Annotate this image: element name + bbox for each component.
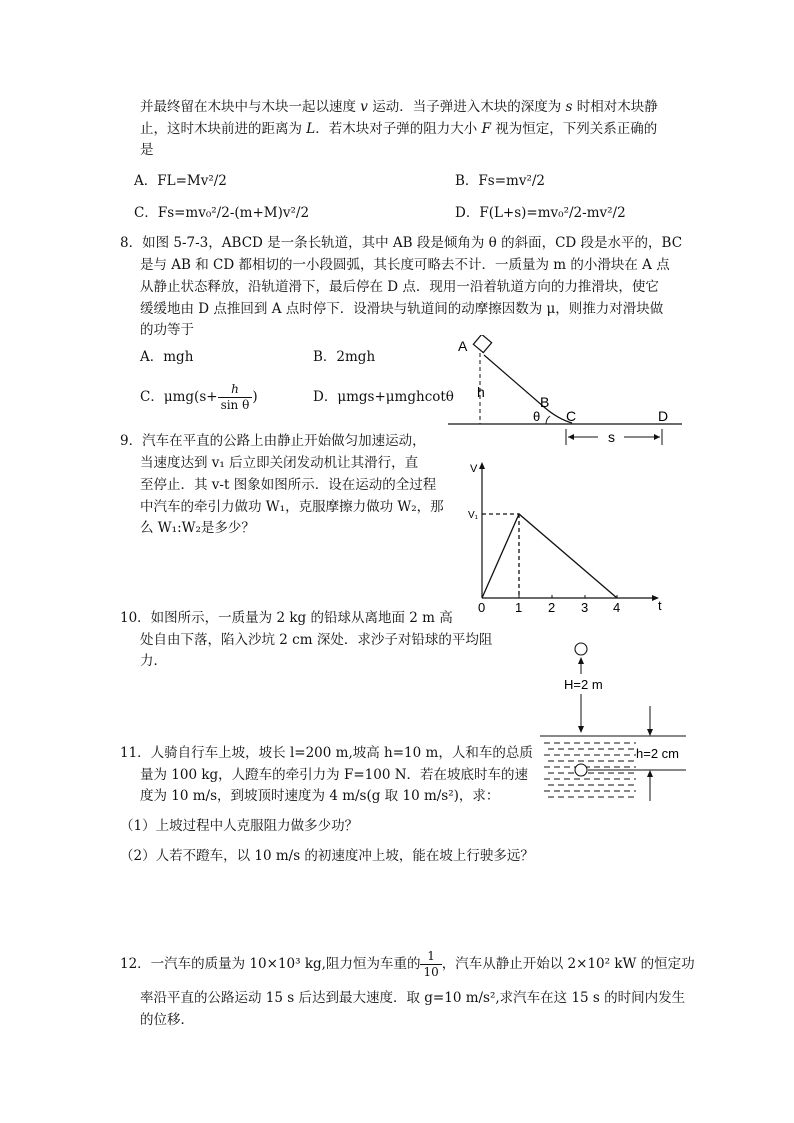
q10-line-3: 力． (140, 653, 167, 669)
q7-line-2: 止，这时木块前进的距离为 L．若木块对子弹的阻力大小 F 视为恒定，下列关系正确的 (140, 121, 658, 137)
h-big-label: H=2 m (564, 677, 603, 692)
q7-line-1: 并最终留在木块中与木块一起以速度 v 运动．当子弹进入木块的深度为 s 时相对木块静 (140, 99, 658, 115)
q7-option-a: A．FL=Mv²/2 (134, 173, 227, 189)
q7-option-b: B．Fs=mv²/2 (455, 173, 546, 189)
q9-line-2: 当速度达到 v₁ 后立即关闭发动机让其滑行，直 (140, 455, 419, 471)
q11-part-2: （2）人若不蹬车，以 10 m/s 的初速度冲上坡，能在坡上行驶多远？ (120, 848, 534, 864)
q8-line-1: 8．如图 5-7-3，ABCD 是一条长轨道，其中 AB 段是倾角为 θ 的斜面，CD 段是水平的，BC (120, 235, 683, 251)
q9-line-3: 至停止．其 v-t 图象如图所示．设在运动的全过程 (140, 477, 437, 493)
q9-line-5: 么 W₁:W₂是多少？ (140, 520, 255, 536)
q9-line-4: 中汽车的牵引力做功 W₁，克服摩擦力做功 W₂，那 (140, 499, 444, 515)
q8-option-c: C．μmg(s+ $\frac{h}{\text{sin θ}}$ ) (140, 382, 258, 412)
label-d: D (658, 408, 669, 424)
label-a: A (458, 338, 468, 354)
tick-2: 2 (548, 600, 556, 615)
q8-line-4: 缓缓地由 D 点推回到 A 点时停下．设滑块与轨道间的动摩擦因数为 μ，则推力对滑块做 (140, 301, 664, 317)
q8-track-figure (448, 335, 688, 447)
q11-line-2: 量为 100 kg，人蹬车的牵引力为 F=100 N．若在坡底时车的速 (140, 767, 529, 783)
q8-option-a: A．mgh (140, 349, 194, 365)
q7-option-d: D．F(L+s)=mv₀²/2-mv²/2 (455, 205, 626, 221)
q7-option-c: C．Fs=mv₀²/2-(m+M)v²/2 (134, 205, 310, 221)
label-b: B (540, 394, 550, 410)
tick-3: 3 (581, 600, 589, 615)
v1-label: V₁ (468, 510, 479, 521)
q8-option-c-fraction: $\frac{h}{\text{sin θ}}$ (218, 382, 253, 413)
q12-line-2: 率沿平直的公路运动 15 s 后达到最大速度．取 g=10 m/s²,求汽车在这 15 s 的时间内发生 (140, 990, 686, 1006)
tick-0: 0 (478, 600, 486, 615)
q7-line-3: 是 (140, 142, 154, 158)
ball-in-sand (575, 764, 587, 776)
vt-line (482, 514, 617, 598)
q12-line-1: 12．一汽车的质量为 10×10³ kg,阻力恒为车重的 $\frac{1}{10}$ ，汽车从静止开始以 2×10² kW 的恒定功 (120, 949, 695, 979)
q8-option-b: B．2mgh (313, 349, 376, 365)
label-s: s (608, 429, 615, 445)
tick-4: 4 (613, 600, 621, 615)
slope-track (484, 355, 572, 423)
q10-line-1: 10．如图所示，一质量为 2 kg 的铅球从离地面 2 m 高 (120, 610, 453, 626)
h-small-label: h=2 cm (636, 746, 679, 761)
q8-line-3: 从静止状态释放，沿轨道滑下，最后停在 D 点．现用一沿着轨道方向的力推滑块，使它 (140, 279, 659, 295)
q10-line-2: 处自由下落，陷入沙坑 2 cm 深处．求沙子对铅球的平均阻 (140, 632, 493, 648)
tick-1: 1 (515, 600, 523, 615)
v-label: V (470, 463, 478, 475)
theta-arc (546, 416, 550, 424)
q12-line-3: 的位移． (140, 1012, 194, 1028)
q11-line-1: 11．人骑自行车上坡，坡长 l=200 m,坡高 h=10 m，人和车的总质 (120, 745, 533, 761)
t-label: t (658, 598, 662, 613)
q10-sand-pit-figure (536, 636, 696, 806)
label-c: C (566, 408, 577, 424)
label-h: h (477, 384, 485, 400)
q9-vt-graph (462, 458, 672, 618)
slider-block (473, 335, 491, 353)
q11-line-3: 度为 10 m/s，到坡顶时速度为 4 m/s(g 取 10 m/s²)，求： (140, 788, 500, 804)
q11-part-1: （1）上坡过程中人克服阻力做多少功？ (120, 818, 359, 834)
q9-line-1: 9．汽车在平直的公路上由静止开始做匀加速运动， (120, 433, 426, 449)
ball-top (575, 643, 587, 655)
q8-line-2: 是与 AB 和 CD 都相切的一小段圆弧，其长度可略去不计．一质量为 m 的小滑块在 A 点 (140, 257, 670, 273)
q12-fraction: $\frac{1}{10}$ (420, 949, 441, 980)
label-theta: θ (533, 409, 541, 424)
q8-option-d: D．μmgs+μmghcotθ (313, 389, 454, 405)
q8-line-5: 的功等于 (140, 322, 194, 338)
